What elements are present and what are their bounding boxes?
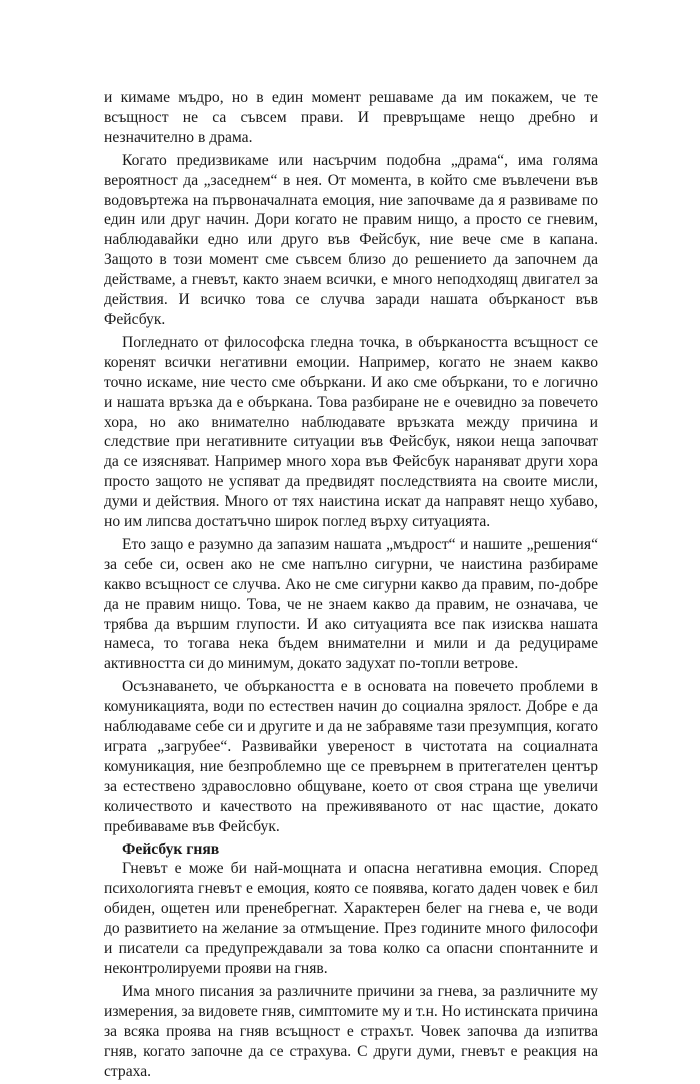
document-page [104,88,598,1084]
paragraph-drama: Когато предизвикаме или насърчим подобна „драма“, има голяма вероятност да „заседнем“ в нея. От момента, в който сме въвлечени във водовъртежа на първоначалната емоция, ние започваме да я развиваме по един или друг начин. Дори когато не правим нищо, а просто се гневим, наблюдавайки едно или друго във Фейсбук, ние вече сме в капана. Защото в този момент сме съвсем близо до решението да започнем да действаме, а гневът, както знаем всички, е много неподходящ двигател за действия. И всичко това се случва заради нашата объркaност във Фейсбук. [104,151,598,328]
paragraph-confusion: Погледнато от философска гледна точка, в объркаността всъщност се коренят всички негативни емоции. Например, когато не знаем какво точно искаме, ние често сме объркани. И ако сме объркани, то е логично и нашата връзка да е объркана. Това разбиране не е очевидно за повечето хора, но ако внимателно наблюдавате връзката между причина и следствие при негативните ситуации във Фейсбук, някои неща започват да се изясняват. Например много хора във Фейсбук нараняват други хора просто защото не успяват да предвидят последствията на своите мисли, думи и действия. Много от тях наистина искат да направят нещо хубаво, но им липсва достатъчно широк поглед върху ситуацията. [104,333,598,531]
paragraph-wisdom: Ето защо е разумно да запазим нашата „мъдрост“ и нашите „решения“ за себе си, освен ако не сме напълно сигурни, че наистина разбираме какво всъщност се случва. Ако не сме сигурни какво да правим, по-добре да не правим нищо. Това, че не знаем какво да правим, не означава, че трябва да вършим глупости. И ако ситуацията все пак изисква нашата намеса, то тогава нека бъдем внимателни и мили и да редуцираме активността си до минимум, докато задухат по-топли ветрове. [104,535,598,673]
section-heading: Фейсбук гняв [122,840,220,858]
paragraph-anger-causes: Има много писания за различните причини за гнева, за различните му измерения, за видовете гняв, симптомите му и т.н. Но истинската причина за всяка проява на гняв всъщност е страхът. Човек започва да изпитва гняв, когато започне да се страхува. С други думи, гневът е реакция на страха. [104,982,598,1080]
paragraph-awareness: Осъзнаването, че объркаността е в основата на повечето проблеми в комуникацията, води по естествен начин до социална зрялост. Добре е да наблюдаваме себе си и другите и да не забравяме тази презумпция, когато играта „загрубее“. Развивайки увереност в чистотата на социалната комуникация, ние безпроблемно ще се превърнем в притегателен център за естествено здравословно общуване, което от своя страна ще увеличи количеството и качеството на преживяваното от нас щастие, докато пребиваваме във Фейсбук. [104,678,598,835]
paragraph-continuation: и кимаме мъдро, но в един момент решаваме да им покажем, че те всъщност не са съвсем прави. И превръщаме нещо дребно и незначително в драма. [104,89,598,146]
paragraph-anger: Гневът е може би най-мощната и опасна негативна емоция. Според психологията гневът е емоция, която се появява, когато даден човек е бил обиден, ощетен или пренебрегнат. Характерен белег на гнева е, че води до развитието на желание за отмъщение. През годините много философи и писатели са предупреждавали за това колко са опасни спонтанните и неконтролируеми прояви на гняв. [104,860,598,977]
